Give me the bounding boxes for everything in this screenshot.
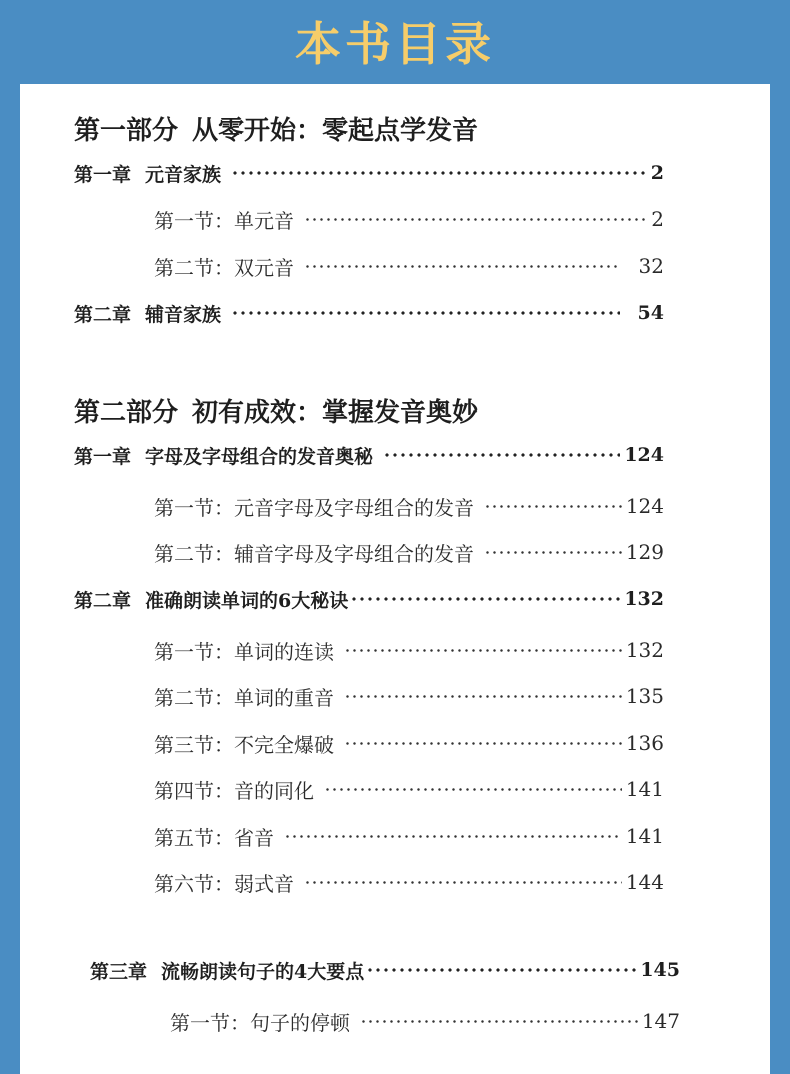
leader-dots	[344, 742, 622, 745]
toc-chapter[interactable]	[74, 440, 664, 470]
section-title: 省音	[234, 825, 274, 850]
section-number: 第一节：	[154, 495, 234, 520]
section-title: 音的同化	[234, 778, 314, 803]
page-number: 132	[625, 638, 664, 662]
page-number: 141	[625, 824, 664, 848]
section-number: 第一节：	[154, 639, 234, 664]
section-title: 句子的停顿	[250, 1010, 350, 1035]
leader-dots	[344, 695, 622, 698]
section-title: 辅音字母及字母组合的发音	[234, 541, 474, 566]
page-number: 141	[625, 777, 664, 801]
leader-dots	[284, 835, 622, 838]
page-number: 129	[625, 540, 664, 564]
toc-section[interactable]	[154, 821, 664, 851]
chapter-number: 第三章	[90, 960, 148, 983]
chapter-number: 第二章	[74, 589, 132, 612]
toc-section[interactable]	[154, 251, 664, 281]
section-title: 不完全爆破	[234, 732, 334, 757]
leader-dots	[350, 597, 620, 601]
page-number: 144	[625, 870, 664, 894]
leader-dots	[304, 218, 647, 221]
page-number: 135	[625, 684, 664, 708]
section-number: 第四节：	[154, 778, 234, 803]
leader-dots	[366, 968, 636, 972]
section-number: 第二节：	[154, 541, 234, 566]
part-heading	[74, 110, 478, 147]
leader-dots	[484, 551, 622, 554]
leader-dots	[484, 505, 622, 508]
section-title: 弱式音	[234, 871, 294, 896]
toc-section[interactable]	[154, 774, 664, 804]
leader-dots	[304, 881, 622, 884]
toc-section[interactable]	[154, 681, 664, 711]
page-number: 54	[637, 302, 664, 324]
page-number: 132	[624, 588, 664, 610]
chapter-title: 字母及字母组合的发音奥秘	[145, 445, 374, 468]
chapter-number: 第一章	[74, 445, 132, 468]
leader-dots	[383, 453, 620, 457]
page-title: 本书目录	[295, 17, 495, 71]
toc-section[interactable]	[154, 728, 664, 758]
page-number: 2	[650, 162, 664, 184]
toc-chapter[interactable]	[74, 158, 664, 188]
part-number: 第二部分	[74, 398, 179, 428]
toc-chapter[interactable]	[74, 584, 664, 614]
page-number: 136	[625, 731, 664, 755]
section-title: 单词的连读	[234, 639, 334, 664]
toc-section[interactable]	[154, 204, 664, 234]
toc-section[interactable]	[170, 1006, 680, 1036]
page-number: 32	[638, 254, 664, 278]
page-number: 145	[640, 959, 680, 981]
leader-dots	[324, 788, 622, 791]
leader-dots	[360, 1020, 638, 1023]
part-number: 第一部分	[74, 116, 179, 146]
chapter-title: 准确朗读单词的6大秘诀	[145, 589, 349, 612]
section-title: 双元音	[234, 255, 294, 280]
leader-dots	[304, 265, 621, 268]
toc-section[interactable]	[154, 491, 664, 521]
section-title: 单元音	[234, 208, 294, 233]
chapter-number: 第二章	[74, 303, 132, 326]
section-number: 第一节：	[154, 208, 234, 233]
section-number: 第六节：	[154, 871, 234, 896]
leader-dots	[231, 311, 620, 315]
chapter-title: 辅音家族	[145, 303, 222, 326]
page-number: 124	[625, 494, 664, 518]
section-number: 第二节：	[154, 255, 234, 280]
section-number: 第一节：	[170, 1010, 250, 1035]
section-number: 第五节：	[154, 825, 234, 850]
page-number: 147	[641, 1009, 680, 1033]
section-number: 第二节：	[154, 685, 234, 710]
toc-section[interactable]	[154, 867, 664, 897]
chapter-number: 第一章	[74, 163, 132, 186]
chapter-title: 元音家族	[145, 163, 222, 186]
page-number: 124	[624, 444, 664, 466]
toc-page	[20, 84, 770, 1074]
part-subtitle: 从零开始：零起点学发音	[192, 116, 479, 146]
page-number: 2	[651, 207, 664, 231]
part-subtitle: 初有成效：掌握发音奥妙	[192, 398, 479, 428]
toc-chapter[interactable]	[90, 955, 680, 985]
section-title: 元音字母及字母组合的发音	[234, 495, 474, 520]
part-heading	[74, 392, 478, 429]
toc-chapter[interactable]	[74, 298, 664, 328]
leader-dots	[344, 649, 622, 652]
section-number: 第三节：	[154, 732, 234, 757]
chapter-title: 流畅朗读句子的4大要点	[161, 960, 365, 983]
toc-section[interactable]	[154, 537, 664, 567]
toc-section[interactable]	[154, 635, 664, 665]
leader-dots	[231, 171, 647, 175]
section-title: 单词的重音	[234, 685, 334, 710]
